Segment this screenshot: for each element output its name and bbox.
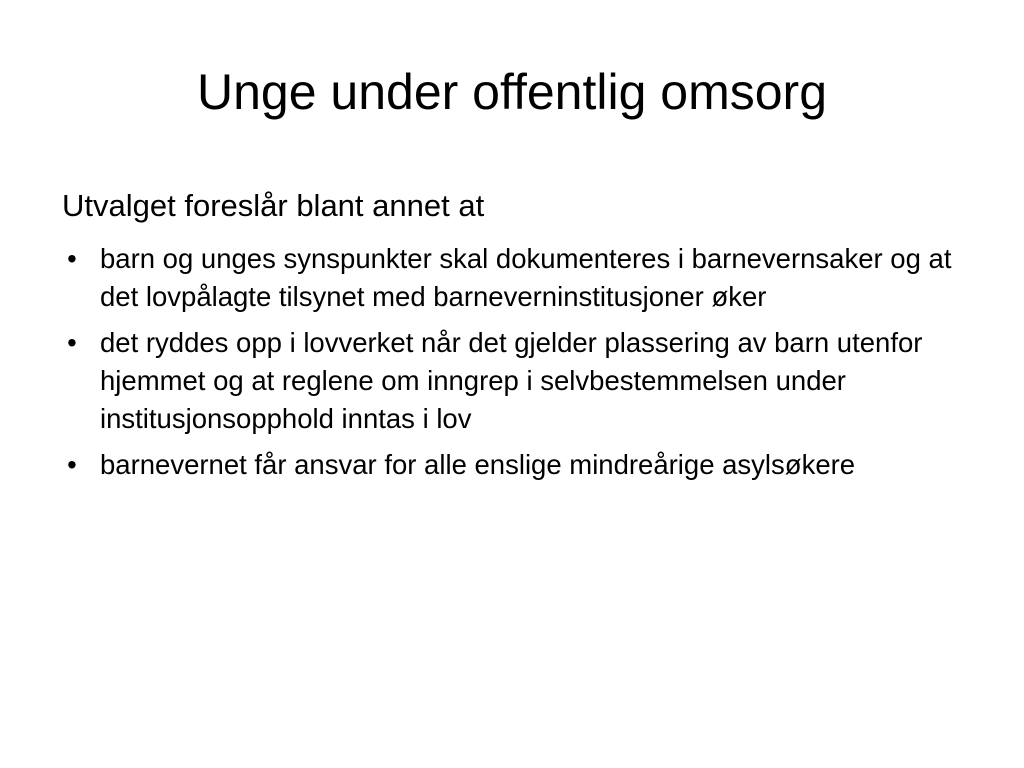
bullet-icon: • [67, 449, 77, 480]
bullet-text: det ryddes opp i lovverket når det gjelder plassering av barn utenfor hjemmet og at reglene om inngrep i selvbestemmelsen under institusjonsopphold inntas i lov [100, 327, 923, 434]
bullet-list [62, 240, 972, 484]
slide-title: Unge under offentlig omsorg [196, 64, 828, 120]
bullet-icon: • [67, 327, 77, 358]
bullet-item [62, 446, 972, 484]
slide-body [62, 186, 972, 492]
bullet-text: barn og unges synspunkter skal dokumenteres i barnevernsaker og at det lovpålagte tilsynet med barneverninstitusjoner øker [100, 243, 952, 312]
intro-text: Utvalget foreslår blant annet at [62, 188, 485, 223]
bullet-item [62, 240, 972, 316]
bullet-text: barnevernet får ansvar for alle enslige mindreårige asylsøkere [100, 449, 856, 480]
bullet-item [62, 324, 972, 438]
bullet-icon: • [67, 243, 77, 274]
